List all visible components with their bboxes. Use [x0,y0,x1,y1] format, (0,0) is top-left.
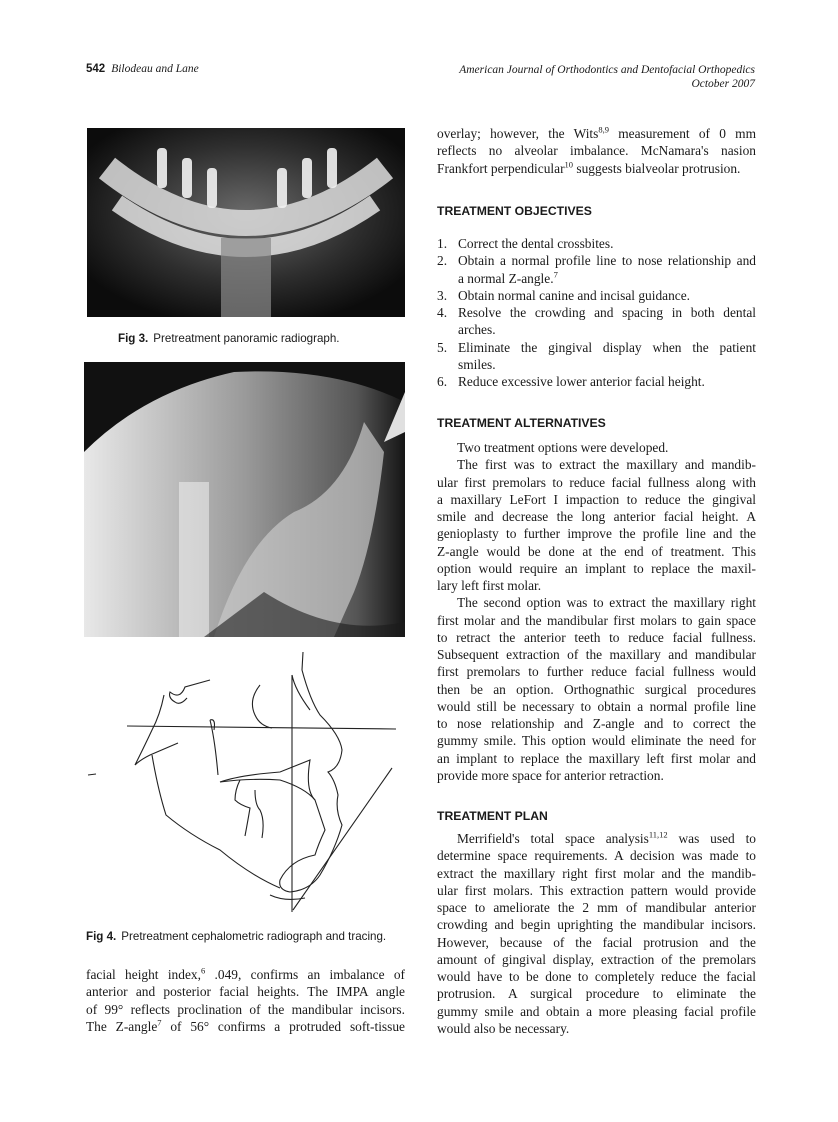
objectives-list [437,235,756,390]
citation[interactable]: 7 [553,269,558,280]
text-line: to nose relationship and Z-angle and to correct the [437,716,756,731]
text-line: amount of gingival display, extraction of the premolars [437,951,756,967]
text-line: The Z-angle$^7$ of 56° confirms a protruded soft-tissue [86,1017,405,1034]
text-line: overlay; however, the Wits$^{8,9}$ measurement of 0 mm [437,124,756,141]
text-line: Eliminate the gingival display when the patient [458,339,756,355]
list-text [458,235,756,252]
text-line: However, because of the facial protrusion and the [437,934,756,950]
text-line: Resolve the crowding and spacing in both dental [458,305,756,320]
text-line: crowding and begin uprighting the mandibular incisors. [437,917,756,933]
intro-paragraph [437,125,756,177]
fig4-caption [86,930,386,943]
list-item [437,235,756,252]
text-line: protrusion. A surgical procedure to eliminate the [437,986,756,1002]
list-number: 6. [437,374,448,389]
fig4-label: Fig 4. [86,930,117,943]
text-line: first molar and the mandibular first molars to gain space [437,612,756,628]
left-body-text [86,966,405,1035]
list-text [458,304,756,339]
text-line: to retract the anterior teeth to reduce facial fullness. [437,629,756,645]
text-line: genioplasty to further improve the profile line and the [437,526,756,542]
text-line: lary left first molar. [437,578,542,593]
text-line: smile and decrease the long anterior facial height. A [437,509,756,524]
text-line: smiles. [458,356,496,372]
text-line: first premolars to further reduce facial fullness would [437,664,756,680]
text-line: an implant to replace the maxillary left first molar and [437,750,756,766]
text-line: would still be necessary to obtain a normal profile line [437,698,756,714]
text-line: Reduce excessive lower anterior facial height. [458,374,705,389]
page-number: 542 [86,63,106,75]
citation[interactable]: 11,12 [648,829,668,840]
running-header-left [86,63,199,75]
text-line: of 99° reflects proclination of the mandibular incisors. [86,1001,405,1017]
text-line: The first was to extract the maxillary and mandib- [457,457,756,473]
citation[interactable]: 8,9 [598,124,609,135]
panoramic-radiograph [87,128,405,317]
text-line: Two treatment options were developed. [457,440,669,455]
text-line: ular first premolars to reduce facial fullness along with [437,474,756,490]
text-line: provide more space for anterior retraction. [437,767,664,783]
list-number: 3. [437,287,448,303]
text-line: would also be necessary. [437,1020,570,1036]
text-line: ular first molars. This extraction pattern would provide [437,882,756,898]
list-item [437,252,756,287]
cephalometric-tracing [80,640,420,920]
cephalometric-radiograph [84,362,405,637]
text-line: anterior and posterior facial heights. The IMPA angle [86,984,405,1000]
running-header-right [459,63,755,91]
text-line: space to ameliorate the 2 mm of mandibular anterior [437,900,756,915]
fig3-label: Fig 3. [118,332,149,345]
list-text [458,287,756,304]
list-text [458,373,756,390]
list-item [437,304,756,339]
text-line: facial height index,$^6$ .049, confirms an imbalance of [86,965,406,982]
text-line: The second option was to extract the maxillary right [457,595,756,611]
issue-date: October 2007 [691,78,755,90]
plan-paragraph [437,830,756,1037]
text-line: reflects no alveolar imbalance. McNamara's nasion [437,143,756,159]
citation[interactable]: 7 [157,1017,162,1028]
text-line: would have to be done to completely reduce the facial [437,969,756,984]
authors: Bilodeau and Lane [111,63,199,75]
heading-treatment-alternatives: TREATMENT ALTERNATIVES [437,416,606,430]
text-line: Merrifield's total space analysis$^{11,12}$ was used to [457,829,756,846]
text-line: Subsequent extraction of the maxillary and mandibular [437,647,756,662]
text-line: gummy smile and obtain a more pleasing facial profile [437,1003,756,1019]
list-number: 4. [437,305,448,320]
text-line: option would require an implant to replace the maxil- [437,560,756,576]
text-line: determine space requirements. A decision was made to [437,848,756,864]
text-line: gummy smile. This option would eliminate the need for [437,733,756,749]
list-number: 1. [437,236,448,251]
citation[interactable]: 10 [564,159,574,170]
text-line: then be an option. Orthognathic surgical procedures [437,681,756,697]
list-number: 2. [437,253,448,269]
list-text [458,252,756,287]
fig4-caption-text: Pretreatment cephalometric radiograph and tracing. [121,930,387,943]
heading-treatment-objectives: TREATMENT OBJECTIVES [437,204,592,218]
text-line: a normal Z-angle.$^7$ [458,269,558,286]
text-line: Correct the dental crossbites. [458,236,614,251]
text-line: a maxillary LeFort I impaction to reduce the gingival [437,491,756,507]
heading-treatment-plan: TREATMENT PLAN [437,809,548,823]
text-line: extract the maxillary right first molar and the mandib- [437,865,756,881]
list-item [437,373,756,390]
citation[interactable]: 6 [200,965,206,976]
list-item [437,339,756,374]
text-line: arches. [458,322,496,338]
fig3-caption [118,332,340,345]
text-line: Frankfort perpendicular$^{10}$ suggests bialveolar protrusion. [437,159,741,176]
text-line: Obtain normal canine and incisal guidance. [458,287,691,303]
text-line: Z-angle would be done at the end of treatment. This [437,543,756,559]
list-item [437,287,756,304]
list-number: 5. [437,339,448,355]
list-text [458,339,756,374]
text-line: Obtain a normal profile line to nose relationship and [458,253,756,269]
fig3-caption-text: Pretreatment panoramic radiograph. [153,332,340,345]
journal-title: American Journal of Orthodontics and Dentofacial Orthopedics [459,64,755,76]
alternatives-paragraphs [437,439,756,784]
